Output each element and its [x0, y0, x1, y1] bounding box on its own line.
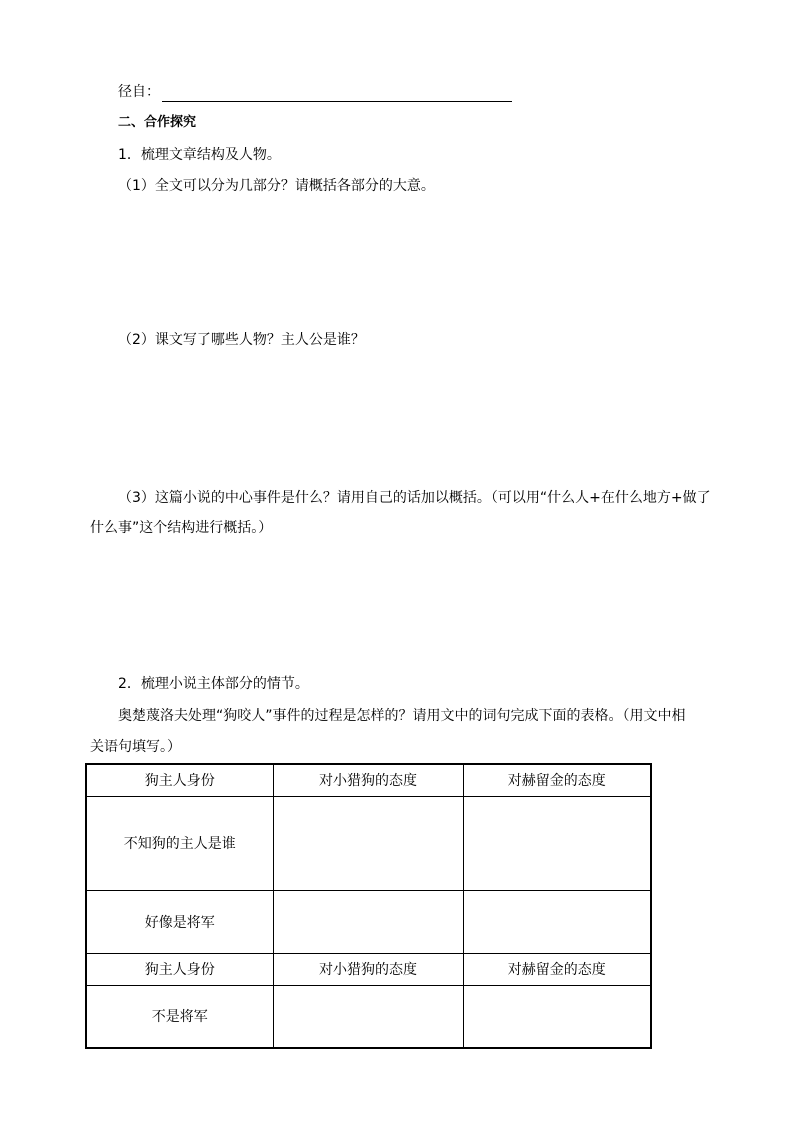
row-hryukin-attitude-cell[interactable] — [463, 985, 651, 1048]
header-identity: 狗主人身份 — [86, 764, 273, 796]
q2-prompt-line1: 奥楚蔑洛夫处理“狗咬人”事件的过程是怎样的？请用文中的词句完成下面的表格。（用文中相 — [118, 708, 686, 724]
row-dog-attitude-cell[interactable] — [273, 890, 463, 953]
section-heading: 二、合作探究 — [118, 115, 197, 130]
row-identity: 不知狗的主人是谁 — [86, 796, 273, 890]
row-hryukin-attitude-cell[interactable] — [463, 890, 651, 953]
row-identity: 好像是将军 — [86, 890, 273, 953]
q1-title: 1．梳理文章结构及人物。 — [118, 147, 281, 163]
header-dog-attitude: 对小猎狗的态度 — [273, 764, 463, 796]
q1-sub3-line1: （3）这篇小说的中心事件是什么？请用自己的话加以概括。（可以用“什么人+在什么地方+做了 — [118, 490, 711, 506]
header-identity: 狗主人身份 — [86, 953, 273, 985]
header-hryukin-attitude: 对赫留金的态度 — [463, 764, 651, 796]
q1-sub1: （1）全文可以分为几部分？请概括各部分的大意。 — [118, 178, 435, 194]
q2-prompt-line2: 关语句填写。） — [90, 739, 181, 755]
table-header-row — [86, 764, 651, 796]
table-row — [86, 985, 651, 1048]
row-dog-attitude-cell[interactable] — [273, 985, 463, 1048]
header-dog-attitude: 对小猎狗的态度 — [273, 953, 463, 985]
header-hryukin-attitude: 对赫留金的态度 — [463, 953, 651, 985]
row-dog-attitude-cell[interactable] — [273, 796, 463, 890]
row-identity: 不是将军 — [86, 985, 273, 1048]
row-hryukin-attitude-cell[interactable] — [463, 796, 651, 890]
table-row — [86, 890, 651, 953]
jingzi-blank[interactable] — [162, 87, 512, 102]
table-row — [86, 796, 651, 890]
q1-sub3-line2: 什么事”这个结构进行概括。） — [90, 520, 273, 536]
q1-sub2: （2）课文写了哪些人物？主人公是谁？ — [118, 332, 365, 348]
jingzi-label: 径自： — [118, 84, 160, 100]
plot-table — [85, 763, 652, 1049]
table-header-row-2 — [86, 953, 651, 985]
jingzi-field — [118, 82, 512, 102]
q2-title: 2．梳理小说主体部分的情节。 — [118, 676, 309, 692]
